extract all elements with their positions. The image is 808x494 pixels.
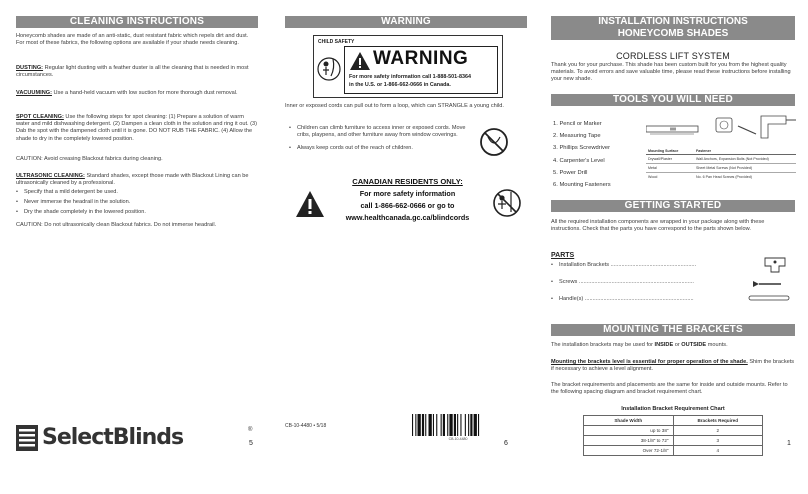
canada-cord-icon (491, 188, 523, 218)
table-cell: Wood (648, 175, 658, 179)
barcode-bar (443, 414, 445, 436)
chart-head-width: Shade Width (584, 416, 674, 426)
level-bold: Mounting the brackets level is essential for proper operation of the shade. (551, 359, 748, 365)
barcode-bar (457, 414, 458, 436)
cleaning-column (16, 0, 258, 494)
fastener-head-fastener: Fastener (696, 149, 711, 153)
screw-icon (751, 278, 793, 290)
ultrasonic-bullets (16, 189, 258, 220)
warning-header: WARNING (285, 16, 527, 28)
screwdriver-icon (738, 126, 756, 134)
warning-box (344, 46, 498, 94)
child-safety-label (313, 35, 503, 98)
chart-title: Installation Bracket Requirement Chart (621, 406, 725, 412)
parts-title: PARTS (551, 252, 575, 259)
warning-triangle-large-icon (295, 190, 325, 218)
logo-mark-icon (16, 425, 40, 451)
warning-word: WARNING (373, 48, 469, 69)
handle-icon (747, 293, 793, 303)
list-item: 6. Mounting Fasteners (553, 182, 611, 189)
fastener-head-surface: Mounting Surface (648, 149, 679, 153)
list-item: 1. Pencil or Marker (553, 121, 602, 127)
level-paragraph (551, 359, 795, 373)
list-item: 5. Power Drill (553, 169, 588, 176)
strangle-warning: Inner or exposed cords can pull out to form a loop, which can STRANGLE a young child. (285, 103, 504, 109)
bracket-icon (763, 254, 789, 276)
list-item: • Never immerse the headrail in the solution. (16, 199, 258, 206)
selectblinds-logo (16, 425, 258, 451)
barcode-bar (422, 414, 424, 436)
mount-outside: OUTSIDE (681, 342, 707, 348)
table-cell: up to 38" (584, 426, 674, 436)
list-item: • Screws .......................................................................... (551, 279, 745, 286)
ultrasonic-text: Standard shades, except those made with Blackout Lining can be ultrasonically cleaned by a professional. (16, 173, 249, 187)
barcode-bar (418, 414, 421, 436)
getting-started-header: GETTING STARTED (551, 200, 795, 212)
barcode-bar (478, 414, 479, 436)
installation-subtitle: HONEYCOMB SHADES (617, 28, 729, 39)
level-text: Shim the brackets if necessary to achieve a level alignment. (551, 359, 795, 373)
table-cell: Wall Anchors, Expansion Bolts (Not Provided) (696, 157, 769, 161)
barcode-bar (429, 414, 432, 436)
ultrasonic-label: ULTRASONIC CLEANING: (16, 173, 85, 179)
system-title: CORDLESS LIFT SYSTEM (616, 51, 730, 61)
vacuuming-text: Use a hand-held vacuum with low suction for more thorough dust removal. (51, 90, 238, 96)
spot-cleaning-text: Use the following steps for spot cleaning: (1) Prepare a solution of warm water and mild dishwashing detergent. (2) Dampen a clean cloth in the solution and ring it out. (3) Dab the spot with the dampened cloth until it is gone. DO NOT RUB THE FABRIC. (4) Allow the shade to dry in the completely lowered position. (16, 114, 257, 142)
list-item: • Installation Brackets ....................................................... (551, 262, 745, 269)
fastener-table (646, 148, 796, 181)
spot-cleaning-paragraph (16, 114, 258, 143)
table-cell: No. 6 Pan Head Screws (Provided) (696, 175, 752, 179)
barcode-bar (447, 414, 448, 436)
logo-wordmark: SelectBlinds (42, 425, 184, 450)
mount-or: or (673, 342, 682, 348)
barcode (412, 414, 504, 436)
barcode-bar (460, 414, 461, 436)
barcode-bar (449, 414, 452, 436)
canada-block (325, 177, 490, 224)
dusting-paragraph (16, 65, 258, 79)
requirement-text: The bracket requirements and placements are the same for inside and outside mounts. Refer to the following spacing diagram and bracket requirement chart. (551, 382, 788, 396)
drill-icon (761, 116, 786, 138)
installation-title-block (551, 16, 795, 40)
list-item: • Handle(s) ...................................................................... (551, 296, 745, 303)
list-item: 2. Measuring Tape (553, 133, 601, 140)
list-item: • Dry the shade completely in the lowered position. (16, 209, 258, 216)
bracket-chart (583, 415, 763, 456)
cleaning-intro: Honeycomb shades are made of an anti-static, dust resistant fabric which repels dirt and dust. For most of these fabrics, the following options are available if your shade needs cleaning. (16, 33, 249, 47)
canada-url: www.healthcanada.gc.ca/blindcords (345, 213, 470, 222)
list-item: 4. Carpenter's Level (553, 157, 605, 164)
table-cell: 3 (673, 436, 763, 446)
tape-measure-icon (716, 118, 732, 132)
barcode-text: CB-10-4480 (448, 437, 468, 441)
page-number: 1 (787, 440, 791, 447)
list-item: • Always keep cords out of the reach of children. (289, 145, 469, 152)
caution-blackout-crease: CAUTION: Avoid creasing Blackout fabrics during cleaning. (16, 156, 163, 162)
caution-ultrasonic: CAUTION: Do not ultrasonically clean Blackout fabrics. Do not immerse headrail. (16, 222, 217, 228)
barcode-bar (412, 414, 413, 436)
child-safety-title: CHILD SAFETY (318, 39, 355, 45)
getting-started-text: All the required installation components are wrapped in your package along with these instructions. Check that the parts you have correspond to the parts shown below. (551, 219, 765, 233)
canada-line-1: For more safety information (359, 189, 456, 198)
list-item: • Specify that a mild detergent be used. (16, 189, 258, 196)
cleaning-header: CLEANING INSTRUCTIONS (16, 16, 258, 28)
spot-cleaning-label: SPOT CLEANING: (16, 114, 64, 120)
mount-inside: INSIDE (654, 342, 674, 348)
chart-head-brackets: Brackets Required (673, 416, 763, 426)
page-number: 6 (504, 440, 508, 447)
warning-triangle-icon (349, 51, 371, 71)
page-number: 5 (249, 440, 253, 447)
tools-illustration (646, 108, 796, 148)
list-item: 3. Phillips Screwdriver (553, 145, 611, 152)
no-cord-loop-icon (479, 127, 509, 157)
barcode-bar (441, 414, 442, 436)
table-cell: Metal (648, 166, 657, 170)
warning-label-line-2: in the U.S. or 1-866-662-0666 in Canada. (349, 82, 451, 88)
barcode-bar (415, 414, 416, 436)
installation-column (551, 0, 795, 494)
ultrasonic-paragraph (16, 173, 258, 187)
canada-line-2: call 1-866-662-0666 or go to (360, 201, 455, 210)
barcode-bar (465, 414, 466, 436)
dusting-text: Regular light dusting with a feather duster is all the cleaning that is needed in most circumstances. (16, 65, 249, 79)
barcode-bar (436, 414, 437, 436)
barcode-bar (474, 414, 477, 436)
warning-column (285, 0, 527, 494)
mounting-header: MOUNTING THE BRACKETS (551, 324, 795, 336)
barcode-bar (454, 414, 456, 436)
mount-post: mounts. (706, 342, 728, 348)
table-cell: Sheet Metal Screws (Not Provided) (696, 166, 753, 170)
mount-type-text (551, 342, 795, 349)
registered-mark: ® (248, 427, 253, 433)
parts-list (551, 262, 745, 307)
table-cell: 2 (673, 426, 763, 436)
table-cell: Over 72-1/8" (584, 446, 674, 456)
child-cord-icon (317, 56, 341, 82)
tools-list (553, 118, 611, 191)
part-code: CB-10-4480 • 5/18 (285, 423, 327, 429)
table-cell: Drywall/Plaster (648, 157, 672, 161)
barcode-bar (425, 414, 426, 436)
dusting-label: DUSTING: (16, 65, 44, 71)
table-cell: 38-1/8" to 72" (584, 436, 674, 446)
warning-bullets (289, 125, 469, 156)
installation-header: INSTALLATION INSTRUCTIONS (598, 16, 748, 27)
barcode-bar (433, 414, 434, 436)
mount-pre: The installation brackets may be used for (551, 342, 655, 348)
tools-header: TOOLS YOU WILL NEED (551, 94, 795, 106)
vacuuming-paragraph (16, 90, 258, 97)
vacuuming-label: VACUUMING: (16, 90, 52, 96)
canada-title: CANADIAN RESIDENTS ONLY: (352, 177, 463, 186)
barcode-bar (470, 414, 472, 436)
barcode-bar (468, 414, 469, 436)
table-cell: 4 (673, 446, 763, 456)
list-item: • Children can climb furniture to access inner or exposed cords. Move cribs, playpens, and other furniture away from window coverings. (289, 125, 469, 139)
installation-intro: Thank you for your purchase. This shade has been custom built for you from the highest quality materials. To avoid errors and save valuable time, please read these instructions before installing your new shade. (551, 62, 791, 83)
warning-label-line-1: For more safety information call 1-888-501-8364 (349, 74, 471, 80)
